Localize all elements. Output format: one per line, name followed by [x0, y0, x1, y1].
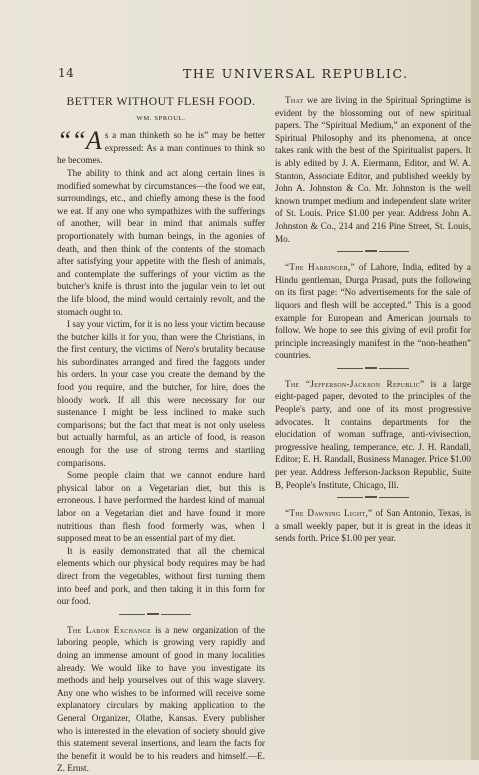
article-paragraph: Some people claim that we cannot endure hard physical labor on a Vegetarian diet, but this is erroneous. I have performed the hardest kind of manual labor on a Vegetarian diet and have found it more nutritious than flesh food formerly was, when I supposed meat to be an essential part of my diet. [57, 470, 265, 544]
notice-lead: The Labor Exchange [67, 624, 152, 635]
notice-paragraph: That we are living in the Spiritual Springtime is evident by the blossoming out of new spiritual papers. The “Spiritual Medium,” an exponent of the Spiritual Philosophy and its phenomena, at once takes rank with the best of the Spiritualist papers. It is ably edited by J. A. Eiermann, Editor, and W. A. Stanton, Associate Editor, and published weekly by John A. Johnston & Co. Mr. Johnston is the well known trumpet medium and independent slate writer of St. Louis. Price $1.00 per year. Address John A. Johnston & Co., 214 and 216 Pine Street, St. Louis, Mo. [275, 95, 471, 244]
notice-paragraph: The “Jefferson-Jackson Republic” is a large eight-paged paper, devoted to the principles of the People's party, and one of its most progressive advocates. It contains departments for the elucidation of woman suffrage, anti-vivisection, progressive healing, temperance, etc. J. H. Randall, Editor; E. H. Randall, Business Manager. Price $1.00 per year. Address Jefferson-Jackson Republic, Suite B, People's Institute, Chicago, Ill. [275, 378, 471, 490]
section-divider [275, 365, 471, 373]
article-paragraph: ““A s a man thinketh so he is” may be better expressed: As a man continues to think so he becomes. [57, 126, 265, 166]
section-divider [275, 248, 471, 256]
page-number: 14 [58, 66, 75, 80]
notice-paragraph: “The Dawning Light,” of San Antonio, Texas, is a small weekly paper, but it is great in the ideas it sends forth. Price $1.00 per year. [275, 508, 471, 544]
running-title: THE UNIVERSAL REPUBLIC. [183, 66, 409, 81]
notice-lead: The “Jefferson-Jackson Republic” [285, 378, 425, 389]
notice-paragraph: The Labor Exchange is a new organization of the laboring people, which is growing very rapidly and doing an immense amount of good in many localities already. We would like to have you investigate its methods and help yourselves out of this wage slavery. Any one who wishes to be informed will receive some explanatory circulars by making application to the General Organizer, Olathe, Kansas. Every publisher who is interested in the elevation of society should give this statement several insertions, and learn the facts for the benefit it would be to his readers and himself.—E. Z. Ernst. [57, 624, 265, 774]
left-column [57, 94, 265, 775]
article-paragraph: I say your victim, for it is no less your victim because the butcher kills it for you, than were the Christians, in the first century, the victims of Nero's brutality because his subordinates arranged and fired the faggots under his orders. In your case you create the demand by the food you require, and the butcher, for hire, does the bloody work. If all this were necessary for our sustenance I might be less inclined to make such comparisons; but the fact that meat is not only useless but actually harmful, as an article of food, is reason enough for the use of strong terms and startling comparisons. [57, 319, 265, 468]
page-edge [471, 0, 479, 760]
right-column [275, 94, 471, 545]
notice-lead: “The Dawning Light,” [285, 508, 373, 519]
notice-paragraph: “The Harbinger,” of Lahore, India, edited by a Hindu gentleman, Durga Prasad, puts the following on its first page: “No advertisements for the sale of liquors and flesh will be accepted.” This is a good example for European and American journals to follow. We hope to see this giving of evil profit for principle increasingly manifest in the “non-heathen” countries. [275, 262, 472, 361]
notice-lead: That [285, 95, 304, 105]
section-divider [275, 494, 471, 502]
article-paragraph: It is easily demonstrated that all the chemical elements which our physical body requires may be had direct from the vegetables, without first turning them into beef and pork, and then taking it in this form for our food. [57, 545, 265, 607]
section-divider [57, 611, 265, 619]
page-header [0, 66, 479, 82]
notice-lead: “The Harbinger,” [285, 262, 356, 273]
article-paragraph: The ability to think and act along certain lines is modified somewhat by circumstances—the food we eat, surroundings, etc., and chiefly among these is the food we eat. If any one who sympathizes with the sufferings of another, will bear in mind that animals suffer proportionately with human beings, in the agonies of death, and then think of the contents of the stomach after satisfying your appetite with the flesh of animals, and contemplate the sufferings of your victim as the butcher's knife is thrust into the jugular vein to let out the life blood, the mind would certainly revolt, and the stomach ought to. [57, 167, 265, 317]
article-title: BETTER WITHOUT FLESH FOOD. [66, 95, 256, 108]
article-author: WM. SPROUL. [136, 114, 186, 122]
drop-cap: ““A [57, 126, 102, 156]
